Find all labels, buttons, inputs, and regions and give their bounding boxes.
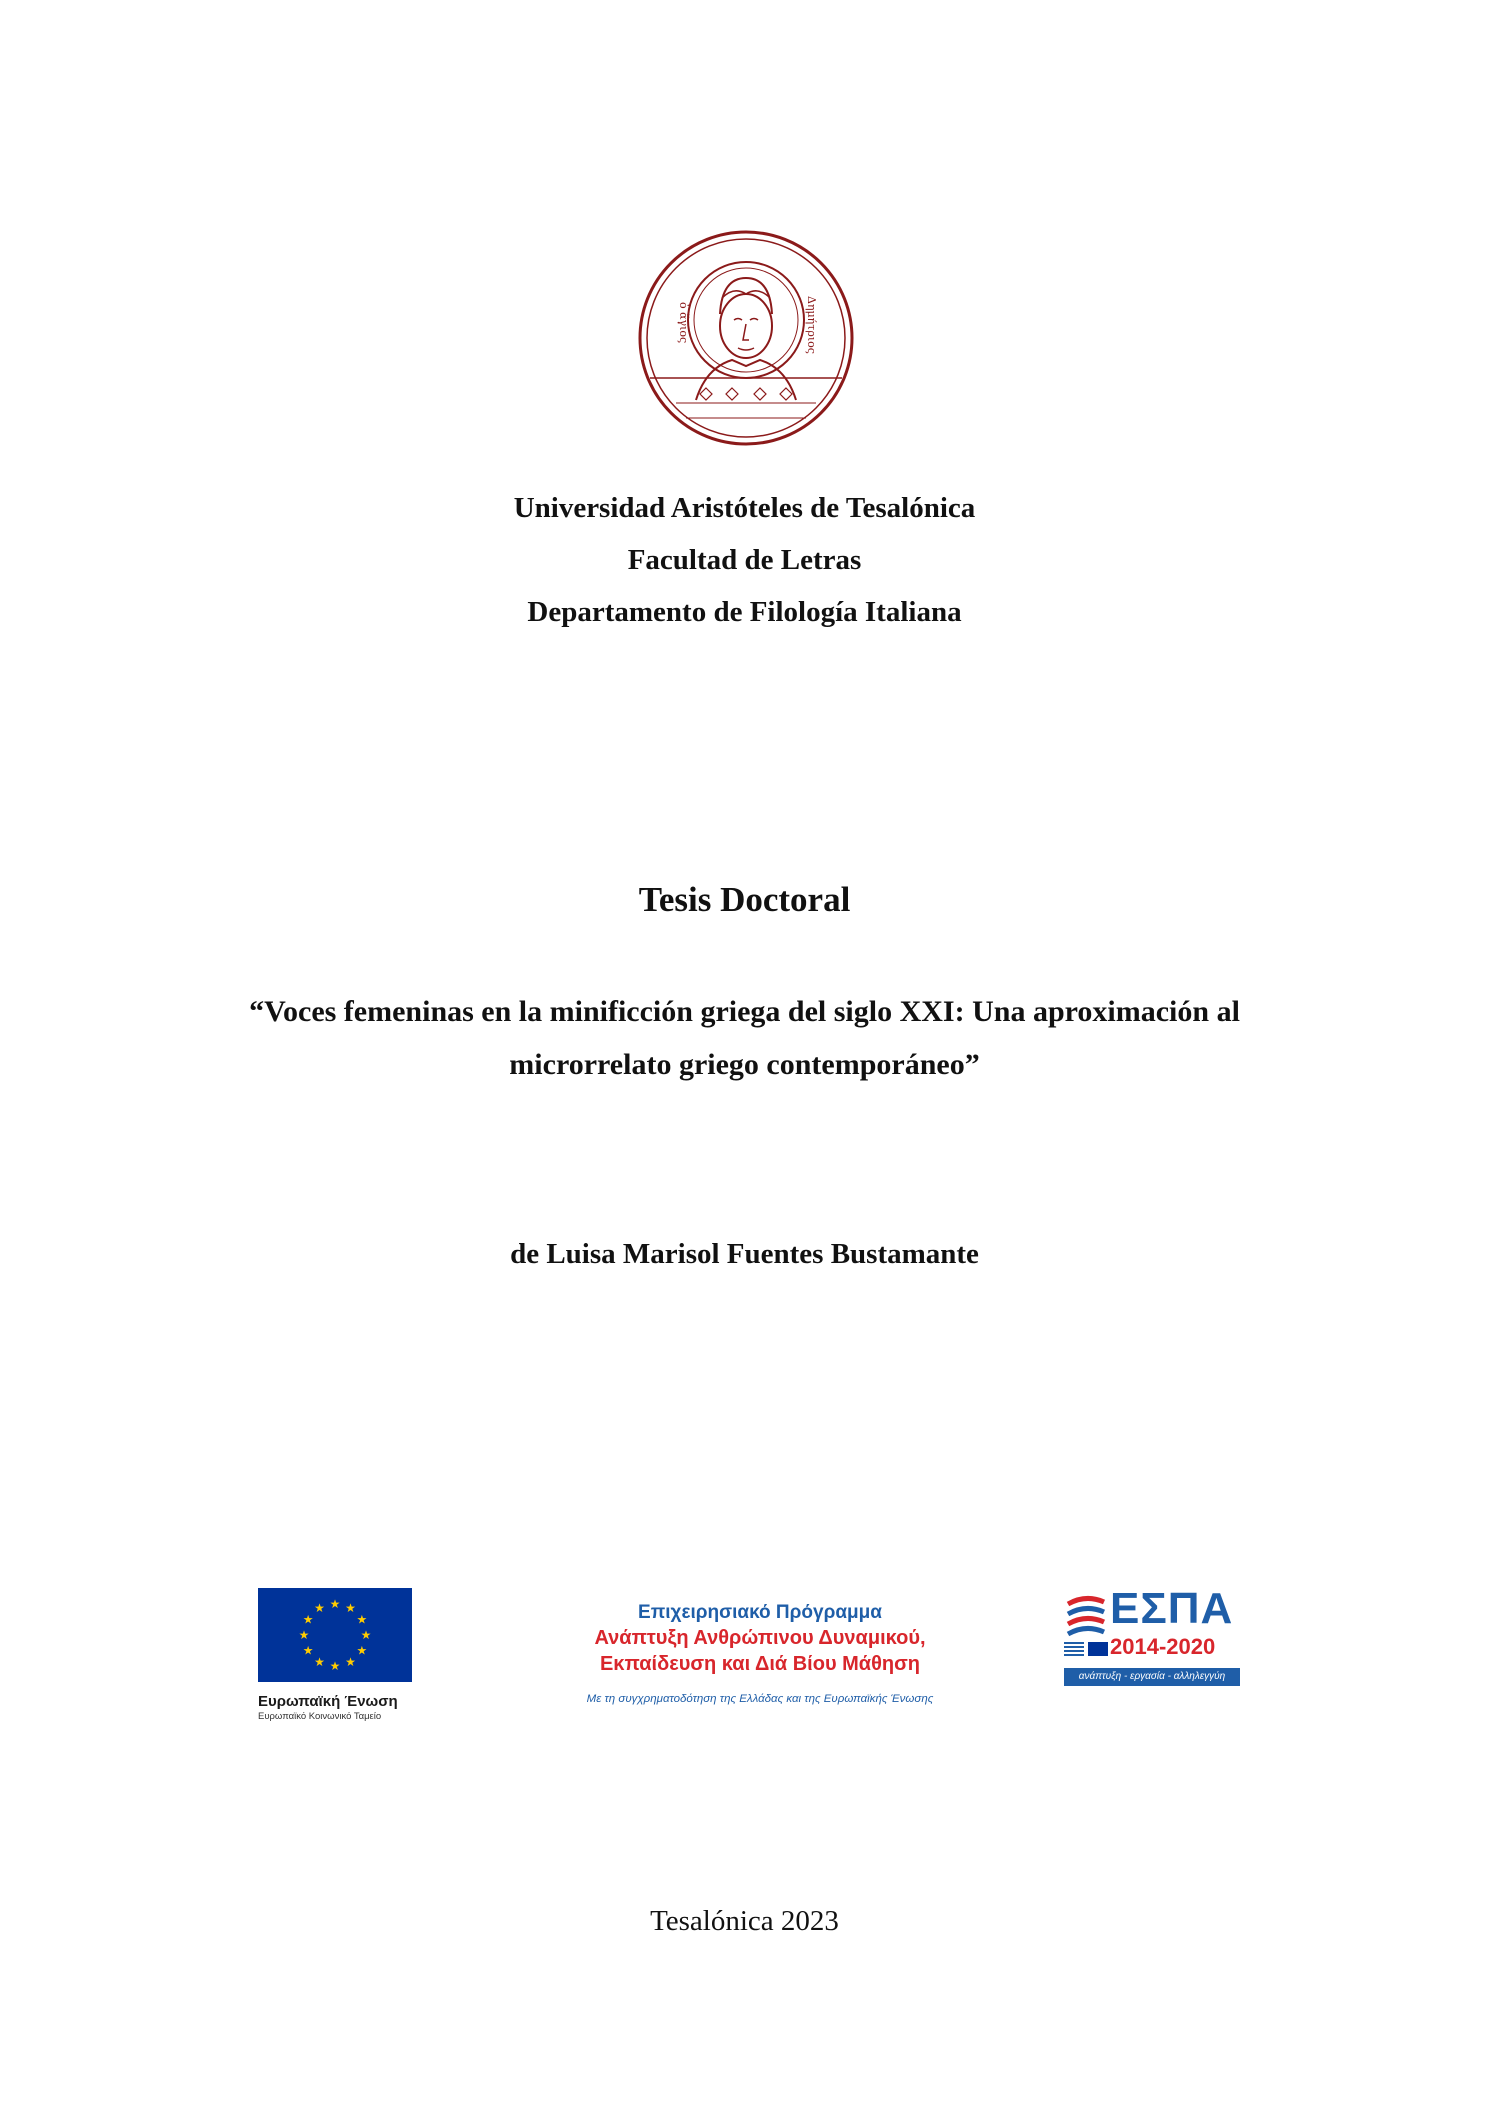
thesis-title-line-2: microrrelato griego contemporáneo” — [509, 1048, 980, 1081]
eu-star-icon: ★ — [329, 1597, 341, 1611]
university-seal-logo — [636, 228, 856, 448]
place-year: Tesalónica 2023 — [650, 1905, 839, 1937]
programme-logo — [520, 1600, 1000, 1705]
programme-line-2: Ανάπτυξη Ανθρώπινου Δυναμικού, — [594, 1627, 926, 1649]
eu-star-icon: ★ — [356, 1643, 368, 1658]
eu-star-icon: ★ — [356, 1612, 368, 1627]
eu-star-icon: ★ — [345, 1654, 356, 1669]
eu-flag-icon — [258, 1588, 412, 1682]
eu-star-icon: ★ — [302, 1643, 314, 1658]
author-line: de Luisa Marisol Fuentes Bustamante — [510, 1238, 979, 1270]
faculty-name: Facultad de Letras — [627, 544, 862, 576]
eu-star-icon: ★ — [314, 1601, 325, 1616]
programme-line-1: Επιχειρησιακό Πρόγραμμα — [638, 1602, 882, 1623]
eu-star-icon: ★ — [314, 1654, 325, 1669]
eu-fund-name: Ευρωπαϊκό Κοινωνικό Ταμείο — [258, 1711, 382, 1722]
greek-eu-flags-icon — [1064, 1642, 1108, 1660]
eu-star-icon: ★ — [298, 1628, 310, 1642]
thesis-title-line-1: “Voces femeninas en la minificción griega del siglo XXI: Una aproximación al — [249, 995, 1240, 1028]
seal-lettering-right: Δημήτριος — [805, 296, 818, 354]
thesis-title — [0, 985, 1489, 1091]
department-name: Departamento de Filología Italiana — [527, 596, 962, 628]
institution-block — [0, 482, 1489, 638]
programme-cofinancing: Με τη συγχρηματοδότηση της Ελλάδας και της Ευρωπαϊκής Ένωσης — [586, 1693, 934, 1705]
espa-stripes-icon — [1064, 1594, 1108, 1638]
degree-heading: Tesis Doctoral — [638, 880, 851, 919]
eu-star-icon: ★ — [360, 1628, 372, 1642]
espa-tagline: ανάπτυξη - εργασία - αλληλεγγύη — [1064, 1668, 1240, 1686]
eu-name: Ευρωπαϊκή Ένωση — [258, 1693, 398, 1710]
espa-logo — [1064, 1584, 1240, 1690]
eu-star-icon: ★ — [329, 1659, 341, 1673]
espa-name: ΕΣΠΑ — [1110, 1584, 1234, 1633]
espa-years: 2014-2020 — [1110, 1634, 1216, 1659]
university-name: Universidad Aristóteles de Tesalónica — [513, 492, 976, 524]
eu-star-icon: ★ — [302, 1612, 314, 1627]
eu-star-icon: ★ — [345, 1601, 356, 1616]
eu-logo — [258, 1588, 412, 1722]
programme-line-3: Εκπαίδευση και Διά Βίου Μάθηση — [599, 1653, 921, 1675]
seal-lettering-left: ὁ ἅγιος — [677, 302, 690, 344]
